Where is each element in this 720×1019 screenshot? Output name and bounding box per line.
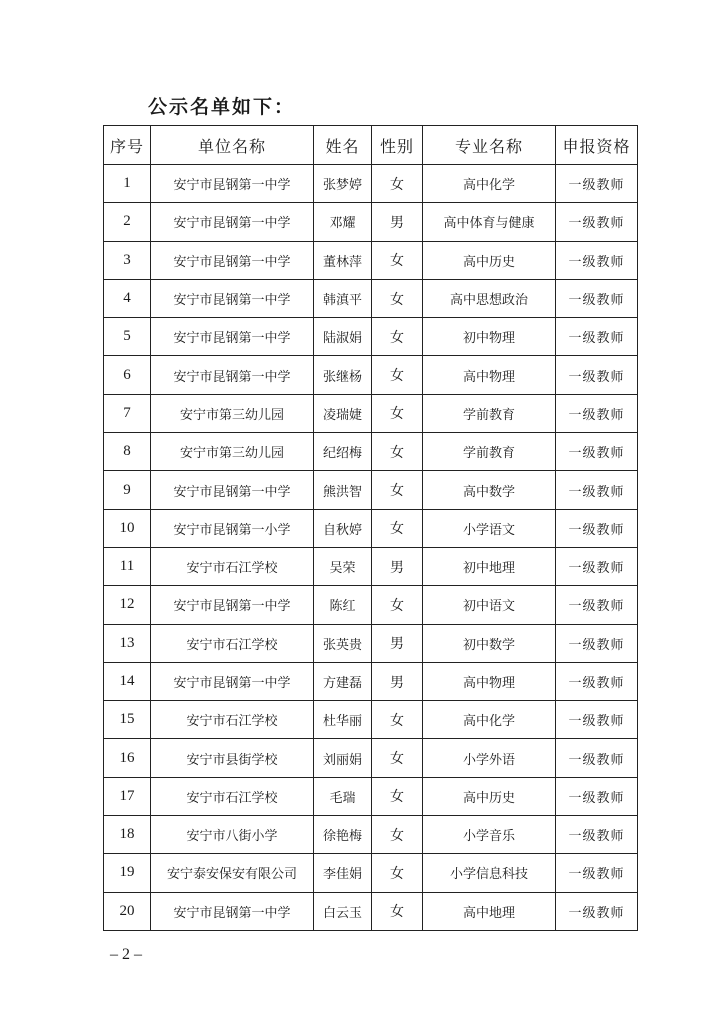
cell-serial: 19 bbox=[104, 854, 151, 892]
cell-qualification: 一级教师 bbox=[556, 509, 638, 547]
cell-major: 高中思想政治 bbox=[423, 279, 556, 317]
cell-gender: 女 bbox=[372, 279, 423, 317]
cell-gender: 女 bbox=[372, 509, 423, 547]
cell-gender: 女 bbox=[372, 165, 423, 203]
cell-name: 刘丽娟 bbox=[314, 739, 372, 777]
table-row bbox=[104, 624, 638, 662]
cell-serial: 11 bbox=[104, 547, 151, 585]
cell-unit: 安宁市第三幼儿园 bbox=[151, 433, 314, 471]
cell-serial: 8 bbox=[104, 433, 151, 471]
cell-name: 邓耀 bbox=[314, 203, 372, 241]
cell-major: 小学信息科技 bbox=[423, 854, 556, 892]
column-header-gender: 性别 bbox=[372, 126, 423, 165]
cell-name: 董林萍 bbox=[314, 241, 372, 279]
roster-body bbox=[104, 165, 638, 931]
cell-name: 吴荣 bbox=[314, 547, 372, 585]
cell-gender: 女 bbox=[372, 739, 423, 777]
cell-unit: 安宁市八街小学 bbox=[151, 816, 314, 854]
table-row bbox=[104, 394, 638, 432]
cell-name: 白云玉 bbox=[314, 892, 372, 930]
cell-major: 学前教育 bbox=[423, 394, 556, 432]
cell-qualification: 一级教师 bbox=[556, 279, 638, 317]
cell-qualification: 一级教师 bbox=[556, 547, 638, 585]
column-header-major: 专业名称 bbox=[423, 126, 556, 165]
cell-qualification: 一级教师 bbox=[556, 394, 638, 432]
cell-unit: 安宁市县街学校 bbox=[151, 739, 314, 777]
cell-qualification: 一级教师 bbox=[556, 586, 638, 624]
table-row bbox=[104, 241, 638, 279]
cell-qualification: 一级教师 bbox=[556, 471, 638, 509]
table-row bbox=[104, 662, 638, 700]
cell-unit: 安宁市石江学校 bbox=[151, 701, 314, 739]
cell-name: 张梦婷 bbox=[314, 165, 372, 203]
cell-qualification: 一级教师 bbox=[556, 854, 638, 892]
cell-major: 高中化学 bbox=[423, 701, 556, 739]
cell-major: 高中历史 bbox=[423, 777, 556, 815]
cell-qualification: 一级教师 bbox=[556, 777, 638, 815]
cell-qualification: 一级教师 bbox=[556, 816, 638, 854]
table-row bbox=[104, 509, 638, 547]
cell-qualification: 一级教师 bbox=[556, 892, 638, 930]
cell-serial: 3 bbox=[104, 241, 151, 279]
table-row bbox=[104, 854, 638, 892]
cell-qualification: 一级教师 bbox=[556, 203, 638, 241]
cell-qualification: 一级教师 bbox=[556, 165, 638, 203]
cell-name: 陈红 bbox=[314, 586, 372, 624]
cell-qualification: 一级教师 bbox=[556, 241, 638, 279]
table-row bbox=[104, 816, 638, 854]
cell-name: 徐艳梅 bbox=[314, 816, 372, 854]
cell-major: 初中物理 bbox=[423, 318, 556, 356]
cell-serial: 12 bbox=[104, 586, 151, 624]
cell-qualification: 一级教师 bbox=[556, 739, 638, 777]
cell-major: 学前教育 bbox=[423, 433, 556, 471]
column-header-qualification: 申报资格 bbox=[556, 126, 638, 165]
column-header-serial: 序号 bbox=[104, 126, 151, 165]
cell-serial: 16 bbox=[104, 739, 151, 777]
cell-major: 高中物理 bbox=[423, 662, 556, 700]
table-row bbox=[104, 318, 638, 356]
cell-qualification: 一级教师 bbox=[556, 624, 638, 662]
cell-name: 凌瑞婕 bbox=[314, 394, 372, 432]
cell-gender: 女 bbox=[372, 586, 423, 624]
cell-name: 毛瑞 bbox=[314, 777, 372, 815]
cell-gender: 女 bbox=[372, 318, 423, 356]
cell-name: 自秋婷 bbox=[314, 509, 372, 547]
cell-name: 纪绍梅 bbox=[314, 433, 372, 471]
table-row bbox=[104, 471, 638, 509]
cell-serial: 14 bbox=[104, 662, 151, 700]
cell-unit: 安宁市昆钢第一中学 bbox=[151, 471, 314, 509]
cell-qualification: 一级教师 bbox=[556, 356, 638, 394]
cell-unit: 安宁市昆钢第一小学 bbox=[151, 509, 314, 547]
table-row bbox=[104, 586, 638, 624]
cell-gender: 男 bbox=[372, 624, 423, 662]
table-row bbox=[104, 777, 638, 815]
cell-gender: 男 bbox=[372, 662, 423, 700]
cell-unit: 安宁市石江学校 bbox=[151, 624, 314, 662]
cell-gender: 女 bbox=[372, 701, 423, 739]
cell-serial: 9 bbox=[104, 471, 151, 509]
table-row bbox=[104, 279, 638, 317]
cell-major: 小学外语 bbox=[423, 739, 556, 777]
cell-unit: 安宁市昆钢第一中学 bbox=[151, 165, 314, 203]
cell-gender: 男 bbox=[372, 547, 423, 585]
cell-major: 初中地理 bbox=[423, 547, 556, 585]
page-number: – 2 – bbox=[110, 946, 142, 963]
table-row bbox=[104, 356, 638, 394]
cell-unit: 安宁市昆钢第一中学 bbox=[151, 241, 314, 279]
page-heading: 公示名单如下： bbox=[148, 96, 296, 118]
column-header-unit: 单位名称 bbox=[151, 126, 314, 165]
cell-name: 张英贵 bbox=[314, 624, 372, 662]
cell-qualification: 一级教师 bbox=[556, 433, 638, 471]
cell-unit: 安宁泰安保安有限公司 bbox=[151, 854, 314, 892]
cell-serial: 13 bbox=[104, 624, 151, 662]
cell-serial: 18 bbox=[104, 816, 151, 854]
table-row bbox=[104, 892, 638, 930]
cell-serial: 17 bbox=[104, 777, 151, 815]
cell-major: 初中语文 bbox=[423, 586, 556, 624]
table-row bbox=[104, 433, 638, 471]
table-row bbox=[104, 701, 638, 739]
cell-major: 高中历史 bbox=[423, 241, 556, 279]
cell-serial: 2 bbox=[104, 203, 151, 241]
cell-name: 方建磊 bbox=[314, 662, 372, 700]
cell-major: 小学语文 bbox=[423, 509, 556, 547]
cell-unit: 安宁市昆钢第一中学 bbox=[151, 279, 314, 317]
cell-gender: 女 bbox=[372, 777, 423, 815]
cell-major: 高中化学 bbox=[423, 165, 556, 203]
cell-unit: 安宁市昆钢第一中学 bbox=[151, 203, 314, 241]
cell-gender: 女 bbox=[372, 433, 423, 471]
column-header-name: 姓名 bbox=[314, 126, 372, 165]
cell-qualification: 一级教师 bbox=[556, 701, 638, 739]
cell-serial: 20 bbox=[104, 892, 151, 930]
cell-name: 李佳娟 bbox=[314, 854, 372, 892]
cell-qualification: 一级教师 bbox=[556, 662, 638, 700]
roster-table bbox=[103, 125, 638, 931]
table-row bbox=[104, 739, 638, 777]
cell-unit: 安宁市昆钢第一中学 bbox=[151, 586, 314, 624]
table-row bbox=[104, 547, 638, 585]
cell-name: 熊洪智 bbox=[314, 471, 372, 509]
cell-name: 陆淑娟 bbox=[314, 318, 372, 356]
cell-gender: 女 bbox=[372, 241, 423, 279]
cell-gender: 女 bbox=[372, 892, 423, 930]
cell-serial: 10 bbox=[104, 509, 151, 547]
cell-name: 杜华丽 bbox=[314, 701, 372, 739]
cell-unit: 安宁市昆钢第一中学 bbox=[151, 356, 314, 394]
cell-gender: 女 bbox=[372, 471, 423, 509]
cell-unit: 安宁市第三幼儿园 bbox=[151, 394, 314, 432]
cell-serial: 1 bbox=[104, 165, 151, 203]
cell-gender: 男 bbox=[372, 203, 423, 241]
cell-gender: 女 bbox=[372, 394, 423, 432]
cell-gender: 女 bbox=[372, 816, 423, 854]
cell-major: 高中地理 bbox=[423, 892, 556, 930]
table-row bbox=[104, 203, 638, 241]
cell-serial: 15 bbox=[104, 701, 151, 739]
cell-unit: 安宁市昆钢第一中学 bbox=[151, 318, 314, 356]
cell-qualification: 一级教师 bbox=[556, 318, 638, 356]
cell-major: 高中数学 bbox=[423, 471, 556, 509]
cell-gender: 女 bbox=[372, 356, 423, 394]
cell-gender: 女 bbox=[372, 854, 423, 892]
table-row bbox=[104, 165, 638, 203]
cell-major: 初中数学 bbox=[423, 624, 556, 662]
cell-major: 高中体育与健康 bbox=[423, 203, 556, 241]
cell-name: 韩滇平 bbox=[314, 279, 372, 317]
cell-unit: 安宁市昆钢第一中学 bbox=[151, 892, 314, 930]
cell-unit: 安宁市石江学校 bbox=[151, 547, 314, 585]
cell-major: 小学音乐 bbox=[423, 816, 556, 854]
cell-serial: 6 bbox=[104, 356, 151, 394]
cell-major: 高中物理 bbox=[423, 356, 556, 394]
table-header-row bbox=[104, 126, 638, 165]
cell-serial: 4 bbox=[104, 279, 151, 317]
cell-serial: 5 bbox=[104, 318, 151, 356]
cell-name: 张继杨 bbox=[314, 356, 372, 394]
cell-unit: 安宁市石江学校 bbox=[151, 777, 314, 815]
cell-serial: 7 bbox=[104, 394, 151, 432]
cell-unit: 安宁市昆钢第一中学 bbox=[151, 662, 314, 700]
